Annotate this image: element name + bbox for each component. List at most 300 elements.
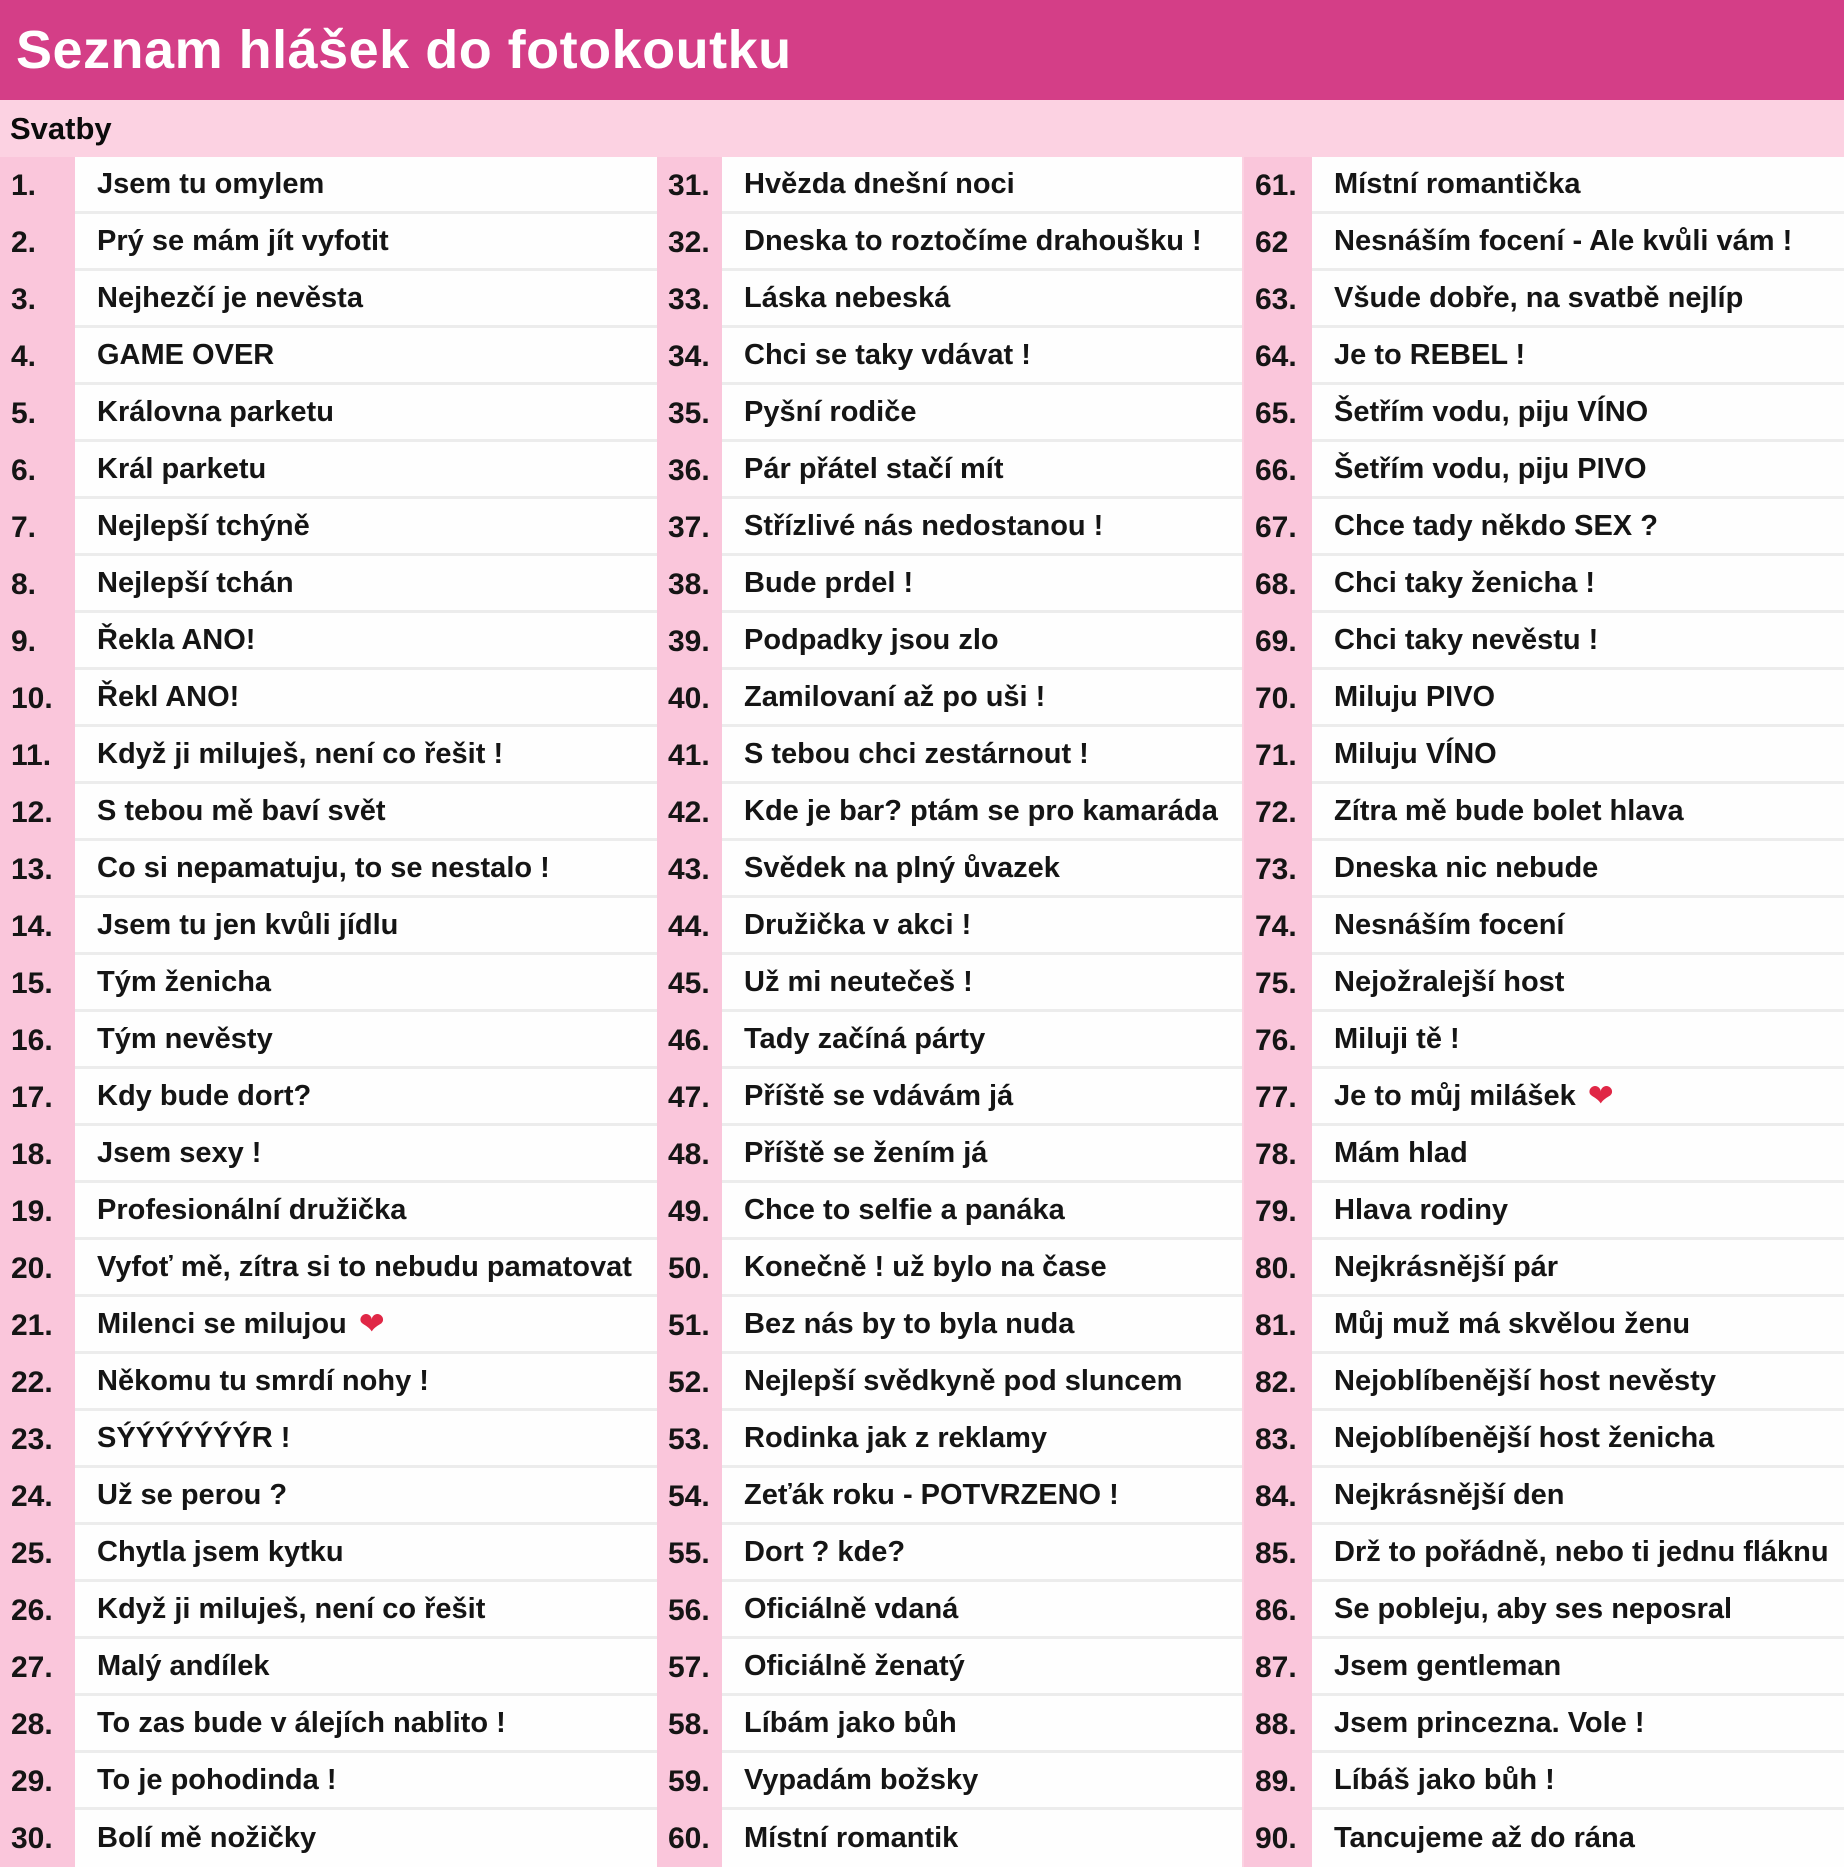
item-number: 6. [0, 442, 75, 499]
list-item [657, 328, 1242, 385]
list-item [1242, 784, 1844, 841]
item-number: 7. [0, 499, 75, 556]
item-label: Nejlepší tchán [97, 566, 294, 599]
item-label: Je to REBEL ! [1334, 338, 1526, 371]
list-item [657, 1525, 1242, 1582]
item-label: Dort ? kde? [744, 1535, 906, 1568]
item-number: 79. [1244, 1183, 1312, 1240]
item-text [75, 670, 657, 727]
list-item [1242, 271, 1844, 328]
list-item [0, 1354, 657, 1411]
item-number: 68. [1244, 556, 1312, 613]
list-item [657, 955, 1242, 1012]
item-number: 28. [0, 1696, 75, 1753]
item-label: Příště se vdávám já [744, 1079, 1014, 1112]
item-number: 48. [657, 1126, 722, 1183]
item-text [722, 1411, 1242, 1468]
item-label: Rodinka jak z reklamy [744, 1421, 1048, 1454]
item-number: 38. [657, 556, 722, 613]
list-item [1242, 385, 1844, 442]
item-label: Tady začíná párty [744, 1022, 986, 1055]
item-label: Už mi neutečeš ! [744, 965, 973, 998]
item-text [1312, 1696, 1844, 1753]
list-item [657, 499, 1242, 556]
item-number: 74. [1244, 898, 1312, 955]
item-label: To zas bude v álejích nablito ! [97, 1706, 506, 1739]
list-item [1242, 1354, 1844, 1411]
item-text [75, 898, 657, 955]
item-text [722, 1069, 1242, 1126]
list-item [657, 1582, 1242, 1639]
item-number: 78. [1244, 1126, 1312, 1183]
list-item [657, 1411, 1242, 1468]
list-item [657, 1753, 1242, 1810]
item-text [722, 1240, 1242, 1297]
list-item [0, 784, 657, 841]
item-text [75, 328, 657, 385]
item-text [75, 556, 657, 613]
item-number: 32. [657, 214, 722, 271]
item-number: 71. [1244, 727, 1312, 784]
item-text [1312, 1753, 1844, 1810]
list-item [1242, 1468, 1844, 1525]
item-number: 83. [1244, 1411, 1312, 1468]
item-number: 82. [1244, 1354, 1312, 1411]
item-number: 26. [0, 1582, 75, 1639]
item-number: 80. [1244, 1240, 1312, 1297]
item-text [722, 157, 1242, 214]
list-item [1242, 1297, 1844, 1354]
item-number: 9. [0, 613, 75, 670]
item-label: Můj muž má skvělou ženu [1334, 1307, 1691, 1340]
item-text [722, 1753, 1242, 1810]
list-item [1242, 1525, 1844, 1582]
list-item [657, 1639, 1242, 1696]
item-label: Šetřím vodu, piju VÍNO [1334, 395, 1649, 428]
item-label: Zeťák roku - POTVRZENO ! [744, 1478, 1119, 1511]
item-label: Líbám jako bůh [744, 1706, 957, 1739]
item-text [75, 1753, 657, 1810]
item-label: Je to můj milášek [1334, 1079, 1576, 1112]
list-item [1242, 1582, 1844, 1639]
item-text [1312, 1468, 1844, 1525]
item-text [1312, 385, 1844, 442]
item-number: 42. [657, 784, 722, 841]
section-label-svatby: Svatby [10, 110, 112, 146]
item-text [1312, 1525, 1844, 1582]
item-text [75, 613, 657, 670]
item-number: 19. [0, 1183, 75, 1240]
item-number: 39. [657, 613, 722, 670]
item-label: Malý andílek [97, 1649, 270, 1682]
item-label: Nejlepší tchýně [97, 509, 310, 542]
item-label: GAME OVER [97, 338, 275, 371]
item-number: 20. [0, 1240, 75, 1297]
list-item [1242, 328, 1844, 385]
item-text [1312, 499, 1844, 556]
list-item [0, 442, 657, 499]
list-item [657, 613, 1242, 670]
item-label: Jsem sexy ! [97, 1136, 262, 1169]
item-label: Se pobleju, aby ses neposral [1334, 1592, 1733, 1625]
item-label: Bolí mě nožičky [97, 1822, 317, 1854]
header [0, 0, 1844, 100]
list-item [0, 214, 657, 271]
item-number: 54. [657, 1468, 722, 1525]
item-number: 50. [657, 1240, 722, 1297]
item-text [75, 1069, 657, 1126]
item-text [75, 214, 657, 271]
item-text [1312, 1297, 1844, 1354]
item-label: Všude dobře, na svatbě nejlíp [1334, 281, 1744, 314]
item-text [722, 1696, 1242, 1753]
item-label: Nejožralejší host [1334, 965, 1565, 998]
item-text [722, 214, 1242, 271]
item-number: 31. [657, 157, 722, 214]
list-item [657, 1810, 1242, 1867]
item-number: 73. [1244, 841, 1312, 898]
list-item [1242, 898, 1844, 955]
item-label: Tým ženicha [97, 965, 272, 998]
item-number: 70. [1244, 670, 1312, 727]
list-item [1242, 841, 1844, 898]
list-item [0, 1069, 657, 1126]
item-label: Dneska to roztočíme drahoušku ! [744, 224, 1202, 257]
item-label: Konečně ! už bylo na čase [744, 1250, 1107, 1283]
item-text [75, 442, 657, 499]
item-number: 52. [657, 1354, 722, 1411]
item-number: 72. [1244, 784, 1312, 841]
item-label: Když ji miluješ, není co řešit ! [97, 737, 504, 770]
item-number: 21. [0, 1297, 75, 1354]
list-item [0, 328, 657, 385]
item-label: Místní romantik [744, 1822, 959, 1854]
list-item [657, 442, 1242, 499]
list-item [0, 1297, 657, 1354]
list-item [657, 1126, 1242, 1183]
item-text [722, 1297, 1242, 1354]
item-text [722, 1354, 1242, 1411]
item-text [75, 955, 657, 1012]
list-item [657, 1696, 1242, 1753]
list-item [1242, 556, 1844, 613]
item-text [1312, 1012, 1844, 1069]
item-label: Nejhezčí je nevěsta [97, 281, 363, 314]
item-label: Podpadky jsou zlo [744, 623, 999, 656]
item-text [722, 670, 1242, 727]
list-item [1242, 1069, 1844, 1126]
item-label: Střízlivé nás nedostanou ! [744, 509, 1104, 542]
item-label: Milenci se milujou [97, 1307, 347, 1340]
list-item [0, 841, 657, 898]
item-number: 18. [0, 1126, 75, 1183]
item-text [1312, 898, 1844, 955]
list-item [657, 670, 1242, 727]
item-label: Když ji miluješ, není co řešit [97, 1592, 486, 1625]
list-item [0, 613, 657, 670]
item-label: Oficiálně ženatý [744, 1649, 965, 1682]
page-title: Seznam hlášek do fotokoutku [16, 20, 792, 80]
list-item [0, 1753, 657, 1810]
list-item [0, 1183, 657, 1240]
item-number: 35. [657, 385, 722, 442]
item-text [722, 271, 1242, 328]
item-number: 51. [657, 1297, 722, 1354]
item-number: 86. [1244, 1582, 1312, 1639]
item-text [722, 1012, 1242, 1069]
item-text [722, 1183, 1242, 1240]
item-text [722, 784, 1242, 841]
item-number: 16. [0, 1012, 75, 1069]
item-label: Královna parketu [97, 395, 334, 428]
item-label: Šetřím vodu, piju PIVO [1334, 452, 1647, 485]
item-text [722, 1525, 1242, 1582]
item-text [722, 499, 1242, 556]
item-number: 64. [1244, 328, 1312, 385]
list-item [1242, 1183, 1844, 1240]
item-text [1312, 613, 1844, 670]
item-label: Nejlepší svědkyně pod sluncem [744, 1364, 1183, 1397]
item-label: Jsem tu omylem [97, 167, 325, 200]
list-item [657, 1240, 1242, 1297]
item-label: Co si nepamatuju, to se nestalo ! [97, 851, 550, 884]
item-text [75, 1810, 657, 1867]
phrase-list [0, 157, 1844, 1867]
heart-icon: ❤ [1587, 1077, 1614, 1114]
list-item [1242, 613, 1844, 670]
item-text [722, 556, 1242, 613]
item-label: Jsem princezna. Vole ! [1334, 1706, 1645, 1739]
item-text [75, 1468, 657, 1525]
item-label: Kde je bar? ptám se pro kamaráda [744, 794, 1218, 827]
list-item [0, 670, 657, 727]
item-label: Někomu tu smrdí nohy ! [97, 1364, 429, 1397]
item-text [1312, 841, 1844, 898]
item-text [722, 1582, 1242, 1639]
item-text [1312, 1639, 1844, 1696]
list-item [657, 271, 1242, 328]
list-item [657, 898, 1242, 955]
item-number: 49. [657, 1183, 722, 1240]
item-label: Drž to pořádně, nebo ti jednu fláknu [1334, 1535, 1829, 1568]
item-number: 47. [657, 1069, 722, 1126]
item-text [1312, 955, 1844, 1012]
item-text [1312, 1582, 1844, 1639]
list-item [657, 157, 1242, 214]
list-item [0, 898, 657, 955]
item-label: Hvězda dnešní noci [744, 167, 1015, 200]
item-number: 58. [657, 1696, 722, 1753]
list-item [0, 385, 657, 442]
item-number: 4. [0, 328, 75, 385]
item-number: 15. [0, 955, 75, 1012]
item-number: 85. [1244, 1525, 1312, 1582]
item-label: Příště se žením já [744, 1136, 988, 1169]
list-item [657, 841, 1242, 898]
item-label: Zítra mě bude bolet hlava [1334, 794, 1684, 827]
item-label: Prý se mám jít vyfotit [97, 224, 389, 257]
list-item [0, 556, 657, 613]
heart-icon: ❤ [358, 1305, 385, 1342]
item-label: Pyšní rodiče [744, 395, 917, 428]
item-number: 66. [1244, 442, 1312, 499]
item-text [75, 1297, 657, 1354]
list-item [0, 1240, 657, 1297]
list-item [0, 1126, 657, 1183]
item-number: 77. [1244, 1069, 1312, 1126]
item-number: 89. [1244, 1753, 1312, 1810]
item-number: 3. [0, 271, 75, 328]
item-number: 61. [1244, 157, 1312, 214]
item-label: Bude prdel ! [744, 566, 914, 599]
item-number: 84. [1244, 1468, 1312, 1525]
item-label: Kdy bude dort? [97, 1079, 312, 1112]
item-number: 8. [0, 556, 75, 613]
item-number: 17. [0, 1069, 75, 1126]
item-number: 69. [1244, 613, 1312, 670]
item-text [75, 1183, 657, 1240]
list-item [1242, 1411, 1844, 1468]
list-item [0, 499, 657, 556]
item-number: 88. [1244, 1696, 1312, 1753]
item-text [1312, 1411, 1844, 1468]
item-number: 67. [1244, 499, 1312, 556]
list-item [1242, 214, 1844, 271]
item-label: S tebou chci zestárnout ! [744, 737, 1089, 770]
item-label: Řekla ANO! [97, 623, 256, 656]
list-item [657, 1297, 1242, 1354]
item-number: 10. [0, 670, 75, 727]
item-number: 60. [657, 1810, 722, 1867]
item-text [1312, 784, 1844, 841]
item-text [75, 1240, 657, 1297]
item-label: Jsem tu jen kvůli jídlu [97, 908, 399, 941]
item-number: 22. [0, 1354, 75, 1411]
item-number: 53. [657, 1411, 722, 1468]
item-label: Nejkrásnější den [1334, 1478, 1565, 1511]
list-item [0, 1411, 657, 1468]
item-label: Zamilovaní až po uši ! [744, 680, 1046, 713]
list-item [1242, 157, 1844, 214]
list-item [657, 1354, 1242, 1411]
item-number: 29. [0, 1753, 75, 1810]
item-number: 62 [1244, 214, 1312, 271]
item-label: Hlava rodiny [1334, 1193, 1509, 1226]
item-label: S tebou mě baví svět [97, 794, 386, 827]
item-text [1312, 271, 1844, 328]
item-number: 81. [1244, 1297, 1312, 1354]
item-text [75, 499, 657, 556]
item-label: Miluju VÍNO [1334, 737, 1497, 770]
list-item [1242, 955, 1844, 1012]
item-label: Král parketu [97, 452, 267, 485]
item-label: Tancujeme až do rána [1334, 1822, 1635, 1854]
item-label: Chci taky ženicha ! [1334, 566, 1596, 599]
phrase-column-3 [1242, 157, 1844, 1867]
item-text [722, 328, 1242, 385]
item-label: Chci se taky vdávat ! [744, 338, 1031, 371]
list-item [657, 727, 1242, 784]
item-text [722, 1639, 1242, 1696]
list-item [657, 385, 1242, 442]
list-item [657, 1012, 1242, 1069]
list-item [0, 1810, 657, 1867]
item-number: 63. [1244, 271, 1312, 328]
list-item [1242, 1240, 1844, 1297]
item-label: Nejoblíbenější host nevěsty [1334, 1364, 1716, 1397]
list-item [1242, 670, 1844, 727]
item-number: 75. [1244, 955, 1312, 1012]
list-item [0, 1525, 657, 1582]
phrase-column-1 [0, 157, 657, 1867]
item-label: Pár přátel stačí mít [744, 452, 1004, 485]
item-label: Družička v akci ! [744, 908, 972, 941]
list-item [0, 157, 657, 214]
item-text [722, 442, 1242, 499]
item-text [75, 1582, 657, 1639]
item-number: 1. [0, 157, 75, 214]
list-item [1242, 727, 1844, 784]
item-text [75, 784, 657, 841]
item-label: Svědek na plný ůvazek [744, 851, 1060, 884]
item-number: 76. [1244, 1012, 1312, 1069]
item-label: Už se perou ? [97, 1478, 288, 1511]
item-text [1312, 1069, 1844, 1126]
item-label: Láska nebeská [744, 281, 951, 314]
item-label: Místní romantička [1334, 167, 1581, 200]
item-number: 24. [0, 1468, 75, 1525]
item-text [75, 1525, 657, 1582]
item-text [1312, 442, 1844, 499]
list-item [0, 1012, 657, 1069]
list-item [0, 271, 657, 328]
item-text [722, 613, 1242, 670]
item-number: 23. [0, 1411, 75, 1468]
item-text [1312, 214, 1844, 271]
item-number: 36. [657, 442, 722, 499]
item-text [75, 1012, 657, 1069]
item-number: 43. [657, 841, 722, 898]
item-label: Nejoblíbenější host ženicha [1334, 1421, 1715, 1454]
item-number: 40. [657, 670, 722, 727]
item-number: 27. [0, 1639, 75, 1696]
item-text [75, 157, 657, 214]
item-label: Chytla jsem kytku [97, 1535, 344, 1568]
item-label: Líbáš jako bůh ! [1334, 1763, 1555, 1796]
item-label: Miluji tě ! [1334, 1022, 1460, 1055]
item-label: Jsem gentleman [1334, 1649, 1562, 1682]
list-item [0, 1696, 657, 1753]
item-label: Dneska nic nebude [1334, 851, 1599, 884]
list-item [1242, 1810, 1844, 1867]
item-text [722, 898, 1242, 955]
list-item [0, 1468, 657, 1525]
list-item [657, 214, 1242, 271]
item-text [75, 1696, 657, 1753]
item-text [722, 1468, 1242, 1525]
item-number: 33. [657, 271, 722, 328]
item-text [722, 955, 1242, 1012]
item-text [1312, 670, 1844, 727]
item-number: 37. [657, 499, 722, 556]
item-text [75, 841, 657, 898]
item-number: 65. [1244, 385, 1312, 442]
item-label: Nesnáším focení - Ale kvůli vám ! [1334, 224, 1793, 257]
item-number: 12. [0, 784, 75, 841]
item-text [1312, 1240, 1844, 1297]
item-label: Chci taky nevěstu ! [1334, 623, 1599, 656]
item-text [722, 1810, 1242, 1867]
